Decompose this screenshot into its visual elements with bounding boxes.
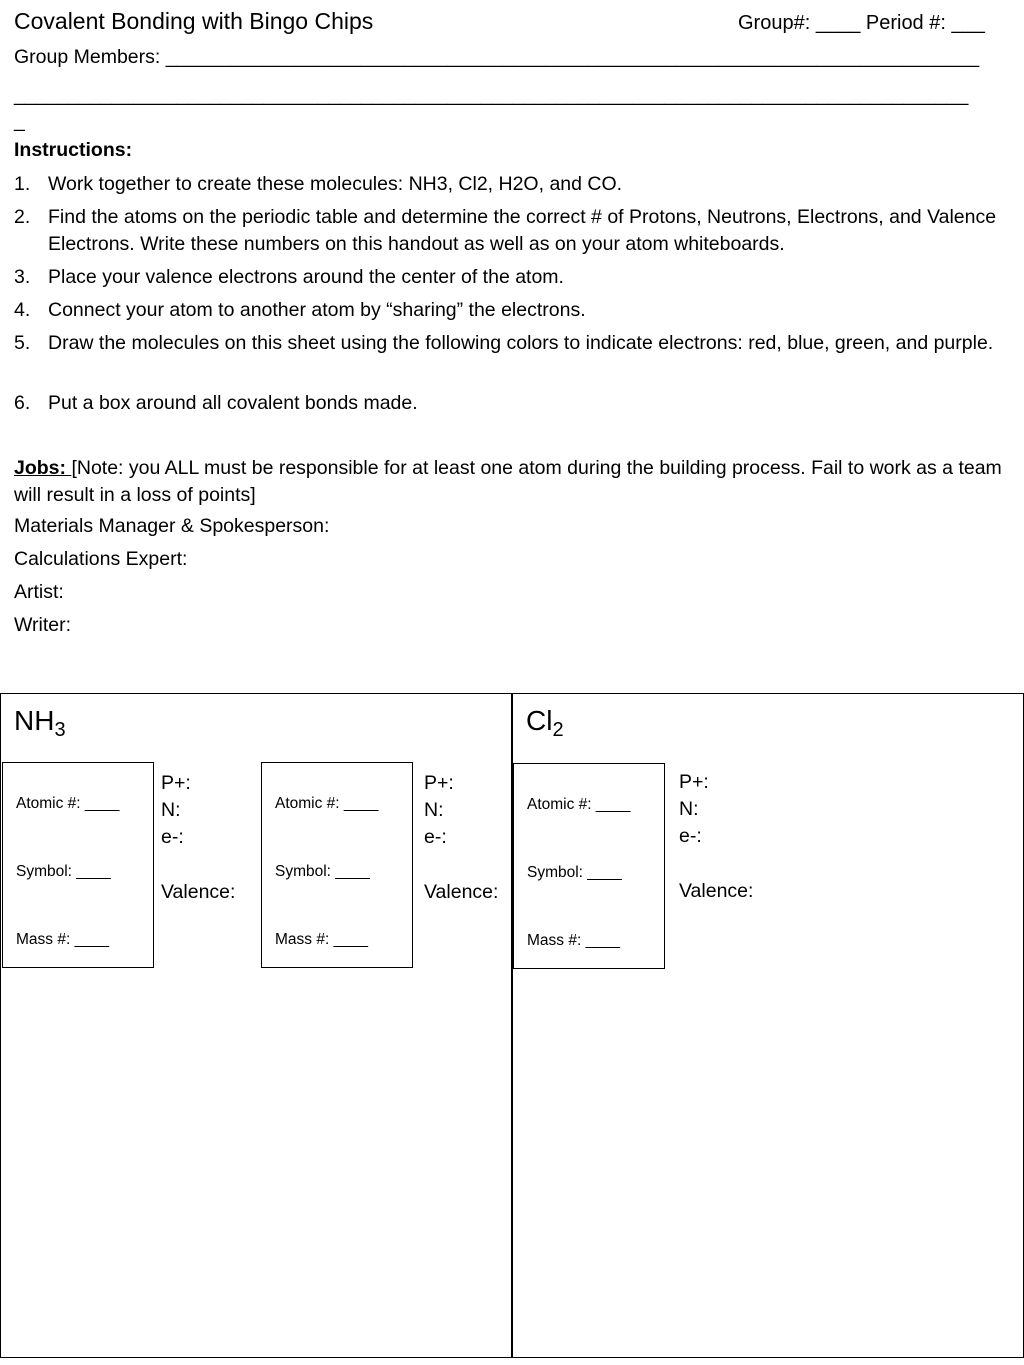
job-role-writer[interactable]: Writer: [14, 614, 72, 636]
particle-counts [424, 770, 498, 906]
atomic-number-field[interactable]: Atomic #: ____ [275, 795, 379, 812]
molecule-symbol: NH [14, 705, 55, 736]
symbol-field[interactable]: Symbol: ____ [275, 863, 370, 880]
instructions-heading: Instructions: [14, 139, 133, 161]
particle-counts [161, 770, 235, 906]
molecule-label-nh3 [14, 705, 66, 741]
instruction-text: Place your valence electrons around the center of the atom. [48, 266, 564, 288]
atom-card[interactable] [261, 762, 413, 968]
group-period-field[interactable]: Group#: ____ Period #: ___ [738, 12, 985, 34]
neutrons-field[interactable]: N: [161, 799, 181, 821]
mass-number-field[interactable]: Mass #: ____ [16, 931, 110, 948]
symbol-field[interactable]: Symbol: ____ [16, 863, 111, 880]
neutrons-field[interactable]: N: [424, 799, 444, 821]
instruction-item [14, 264, 1004, 291]
molecule-subscript: 3 [54, 719, 66, 741]
protons-field[interactable]: P+: [679, 771, 709, 793]
group-members-field[interactable]: Group Members: ___________________________________________________________________________ [14, 46, 980, 68]
instruction-item [14, 171, 1004, 198]
instruction-item [14, 204, 1004, 258]
electrons-field[interactable]: e-: [424, 826, 447, 848]
protons-field[interactable]: P+: [161, 772, 191, 794]
instruction-text: Find the atoms on the periodic table and determine the correct # of Protons, Neutrons, Electrons, and Valence Electrons. Write these numbers on this handout as well as on your atom whiteboards. [48, 206, 997, 255]
jobs-label: Jobs: [14, 457, 72, 479]
instruction-item [14, 390, 1004, 417]
molecule-label-cl2 [526, 705, 564, 741]
valence-field[interactable]: Valence: [679, 880, 754, 902]
symbol-field[interactable]: Symbol: ____ [527, 864, 622, 881]
particle-counts [679, 769, 753, 905]
mass-number-field[interactable]: Mass #: ____ [275, 931, 369, 948]
blank-line-dash: _ [14, 110, 25, 132]
jobs-note: [Note: you ALL must be responsible for at least one atom during the building process. Fail to work as a team will result in a loss of points] [14, 457, 1002, 506]
instruction-item [14, 330, 1004, 357]
job-role-materials-manager[interactable]: Materials Manager & Spokesperson: [14, 515, 330, 537]
electrons-field[interactable]: e-: [679, 825, 702, 847]
job-role-artist[interactable]: Artist: [14, 581, 64, 603]
job-role-calculations-expert[interactable]: Calculations Expert: [14, 548, 188, 570]
valence-field[interactable]: Valence: [161, 881, 236, 903]
protons-field[interactable]: P+: [424, 772, 454, 794]
molecule-symbol: Cl [526, 705, 553, 736]
instruction-text: Work together to create these molecules: NH3, Cl2, H2O, and CO. [48, 173, 623, 195]
instruction-text: Put a box around all covalent bonds made. [48, 392, 418, 414]
atom-card[interactable] [2, 762, 154, 968]
jobs-paragraph [14, 455, 1004, 509]
atomic-number-field[interactable]: Atomic #: ____ [527, 796, 631, 813]
instruction-number: 6. [14, 392, 31, 414]
instruction-number: 3. [14, 266, 31, 288]
group-members-blank-line[interactable]: ________________________________________________________________________________________ [14, 84, 969, 106]
instruction-number: 4. [14, 299, 31, 321]
atomic-number-field[interactable]: Atomic #: ____ [16, 795, 120, 812]
instruction-number: 5. [14, 332, 31, 354]
electrons-field[interactable]: e-: [161, 826, 184, 848]
instruction-number: 1. [14, 173, 31, 195]
molecule-subscript: 2 [552, 719, 564, 741]
page-title: Covalent Bonding with Bingo Chips [14, 8, 374, 34]
neutrons-field[interactable]: N: [679, 798, 699, 820]
instruction-text: Connect your atom to another atom by “sharing” the electrons. [48, 299, 586, 321]
atom-card[interactable] [513, 763, 665, 969]
valence-field[interactable]: Valence: [424, 881, 499, 903]
mass-number-field[interactable]: Mass #: ____ [527, 932, 621, 949]
instruction-item [14, 297, 1004, 324]
instruction-text: Draw the molecules on this sheet using the following colors to indicate electrons: red, blue, green, and purple. [48, 332, 994, 354]
instruction-number: 2. [14, 206, 31, 228]
